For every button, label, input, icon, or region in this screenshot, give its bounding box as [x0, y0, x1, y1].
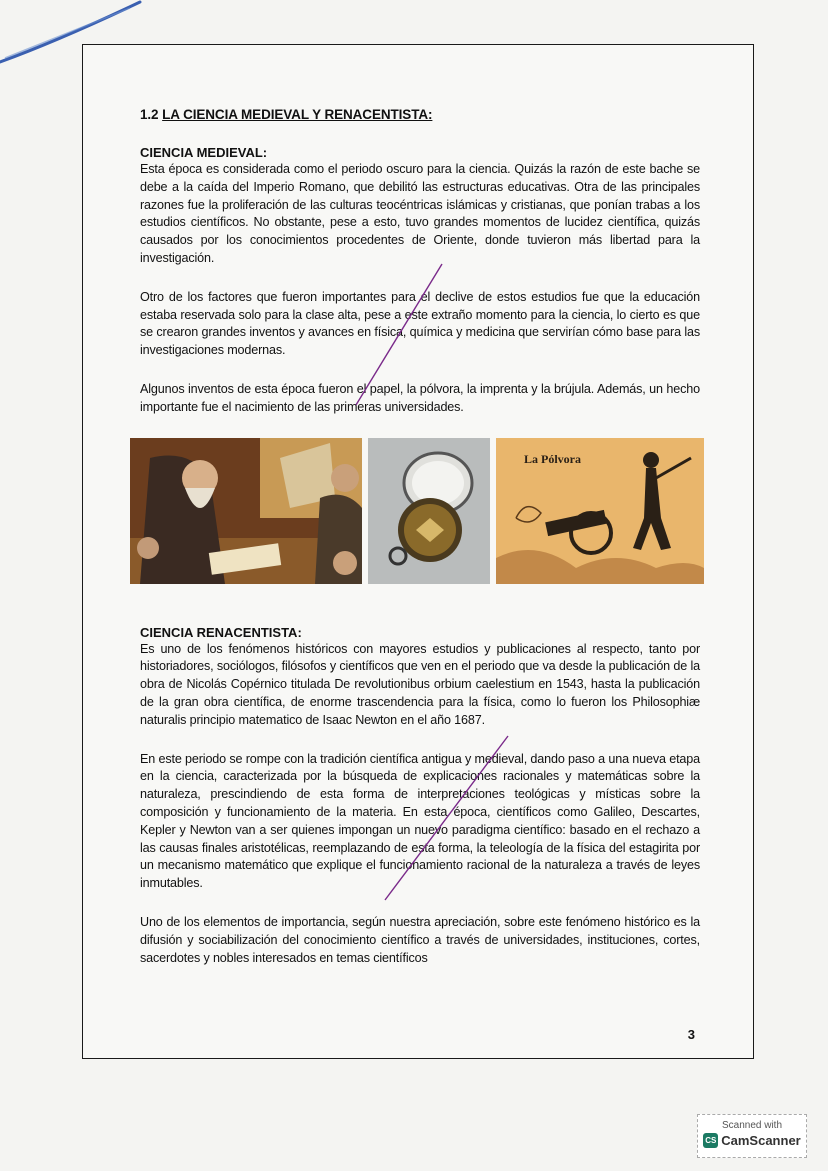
camscanner-name: CamScanner: [721, 1133, 801, 1148]
camscanner-badge: [697, 1114, 807, 1158]
page-frame: [82, 44, 754, 1059]
renaissance-paragraph-1: Es uno de los fenómenos históricos con mayores estudios y publicaciones al respecto, tanto por historiadores, sociólogos, filósofos y científicos que ven en el periodo que va desde la publicación de la obra de Nicolás Copérnico titulada De revolutionibus orbium caelestium en 1543, hasta la publicación de la gran obra científica, de enorme trascendencia para la física, como lo fueron los Philosophiæ naturalis principio matematico de Isaac Newton en el año 1687.: [140, 641, 700, 727]
camscanner-brand: [698, 1133, 806, 1148]
camscanner-logo-icon: CS: [703, 1133, 718, 1148]
renaissance-paragraph-3: Uno de los elementos de importancia, según nuestra apreciación, sobre este fenómeno histórico es la difusión y sociabilización del conocimiento científico a través de universidades, instituciones, cortes, sacerdotes y nobles interesados en temas científicos: [140, 914, 700, 965]
illustrations-row: [130, 438, 700, 584]
scanned-with-label: Scanned with: [721, 1120, 783, 1131]
medieval-paragraph-3: Algunos inventos de esta época fueron el papel, la pólvora, la imprenta y la brújula. Además, un hecho importante fue el nacimiento de las primeras universidades.: [140, 381, 700, 414]
renaissance-paragraph-2: En este periodo se rompe con la tradición científica antigua y medieval, dando paso a una nueva etapa en la ciencia, caracterizada por la búsqueda de explicaciones racionales y matemáticas sobre la naturaleza, prescindiendo de esta forma de interpretaciones teológicas y místicas sobre la composición y funcionamiento de la materia. En esta época, científicos como Galileo, Descartes, Kepler y Newton van a ser quienes impongan un nuevo paradigma científico: basado en el rechazo a las causas finales aristotélicas, reemplazando de esta forma, la teleología de la física del estagirita por un mecanismo matemático que explique el funcionamiento racional de la naturaleza a través de leyes inmutables.: [140, 751, 700, 891]
gunpowder-caption: La Pólvora: [524, 451, 581, 466]
monk-scholar-image: [130, 438, 362, 584]
medieval-paragraph-2: Otro de los factores que fueron importantes para el declive de estos estudios fue que la educación estaba reservada solo para la clase alta, pese a este extraño momento para la ciencia, lo cierto es que se crearon grandes inventos y avances en física, química y medicina que servirían cómo base para las investigaciones modernas.: [140, 289, 700, 358]
section-title-text: LA CIENCIA MEDIEVAL Y RENACENTISTA:: [162, 107, 433, 122]
section-number: 1.2: [140, 107, 159, 122]
medieval-paragraph-1: Esta época es considerada como el periodo oscuro para la ciencia. Quizás la razón de este bache se debe a la caída del Imperio Romano, que debilitó las estructuras educativas. Otra de las principales razones fue la proliferación de las culturas teocéntricas islámicas y cristianas, que ponían trabas a los estudios científicos. No obstante, pese a esto, tuvo grandes momentos de lucidez científica, quizás causados por los conocimientos procedentes de Oriente, donde tuvieron más libertad para la investigación.: [140, 162, 700, 265]
page-content: [140, 107, 700, 988]
page-number: 3: [687, 1027, 695, 1042]
gunpowder-image: [496, 438, 704, 584]
section-title: [140, 107, 700, 122]
renaissance-heading: CIENCIA RENACENTISTA:: [140, 624, 302, 640]
compass-image: [368, 438, 490, 584]
medieval-heading: CIENCIA MEDIEVAL:: [140, 145, 268, 160]
